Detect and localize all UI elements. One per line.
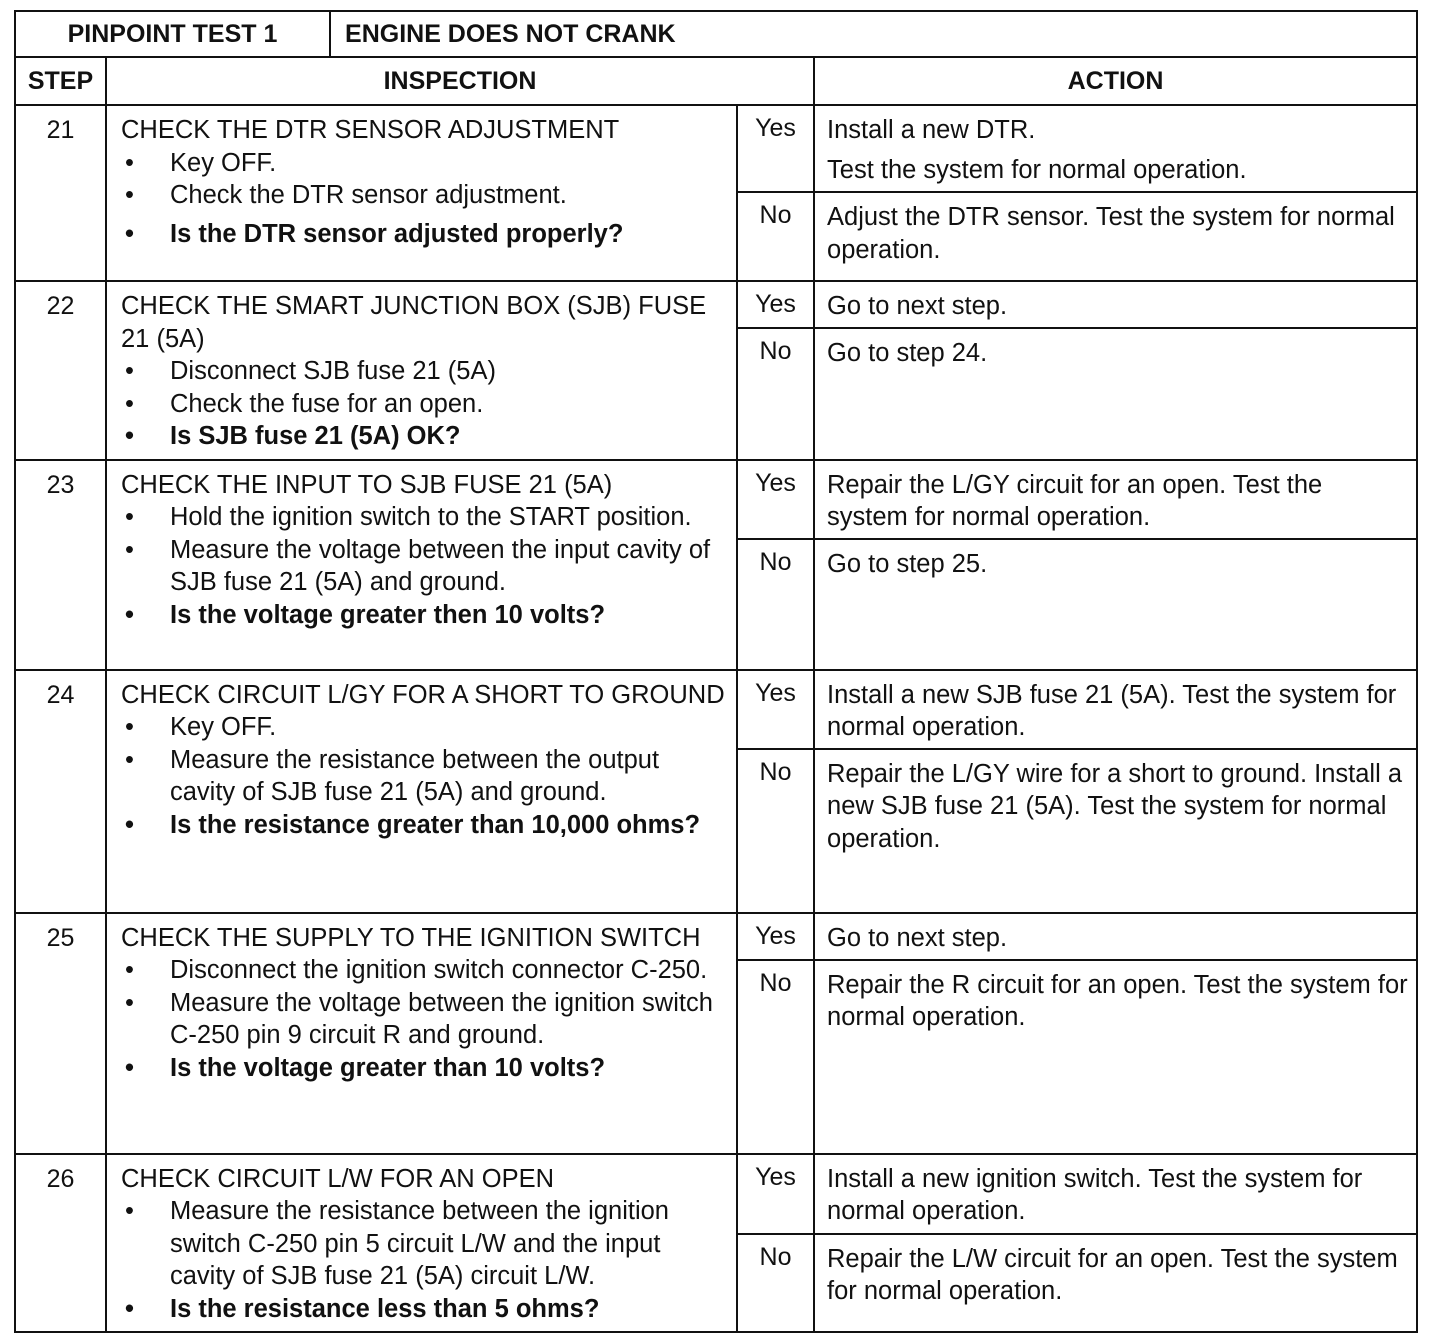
step-bullet: • Check the DTR sensor adjustment.	[121, 179, 726, 212]
yes-action: Repair the L/GY circuit for an open. Test the system for normal operation.	[814, 460, 1417, 539]
step-bullet: • Check the fuse for an open.	[121, 388, 726, 421]
step-question: • Is SJB fuse 21 (5A) OK?	[121, 420, 726, 453]
step-number: 26	[15, 1154, 106, 1333]
yes-label: Yes	[737, 105, 814, 192]
step-heading: CHECK THE INPUT TO SJB FUSE 21 (5A)	[121, 470, 613, 499]
step-bullet: • Measure the resistance between the output cavity of SJB fuse 21 (5A) and ground.	[121, 744, 726, 809]
step-question: • Is the resistance less than 5 ohms?	[121, 1293, 726, 1326]
step-question: • Is the resistance greater than 10,000 ohms?	[121, 809, 726, 842]
step-bullet: • Key OFF.	[121, 711, 726, 744]
no-label: No	[737, 1234, 814, 1332]
step-bullet-list	[121, 1195, 726, 1325]
step-row-yes	[15, 281, 1417, 328]
no-label: No	[737, 328, 814, 459]
step-bullet-list	[121, 355, 726, 453]
yes-action: Install a new ignition switch. Test the system for normal operation.	[814, 1154, 1417, 1234]
step-heading: CHECK THE DTR SENSOR ADJUSTMENT	[121, 116, 620, 144]
no-action: Adjust the DTR sensor. Test the system for normal operation.	[814, 192, 1417, 281]
step-bullet: • Key OFF.	[121, 147, 726, 180]
yes-label: Yes	[737, 670, 814, 749]
step-bullet: • Hold the ignition switch to the START position.	[121, 501, 726, 534]
step-number: 25	[15, 913, 106, 1154]
step-bullet-list	[121, 954, 726, 1084]
yes-action-line: Test the system for normal operation.	[827, 155, 1247, 184]
step-bullet: • Disconnect SJB fuse 21 (5A)	[121, 355, 726, 388]
step-heading: CHECK THE SMART JUNCTION BOX (SJB) FUSE 21 (5A)	[121, 292, 707, 353]
yes-action: Install a new SJB fuse 21 (5A). Test the system for normal operation.	[814, 670, 1417, 749]
yes-label: Yes	[737, 1154, 814, 1234]
pinpoint-test-table	[14, 10, 1418, 1333]
step-row-yes	[15, 913, 1417, 960]
no-label: No	[737, 749, 814, 913]
step-heading: CHECK THE SUPPLY TO THE IGNITION SWITCH	[121, 923, 701, 952]
step-bullet: • Measure the resistance between the ignition switch C-250 pin 5 circuit L/W and the input cavity of SJB fuse 21 (5A) circuit L/W.	[121, 1195, 726, 1293]
step-question: • Is the voltage greater then 10 volts?	[121, 599, 726, 632]
step-question: • Is the DTR sensor adjusted properly?	[121, 218, 726, 251]
no-label: No	[737, 960, 814, 1154]
pinpoint-test-sheet	[14, 10, 1416, 1333]
step-row-yes	[15, 460, 1417, 539]
step-row-yes	[15, 1154, 1417, 1234]
step-row-yes	[15, 670, 1417, 749]
no-action: Repair the L/W circuit for an open. Test the system for normal operation.	[814, 1234, 1417, 1332]
step-number: 23	[15, 460, 106, 670]
no-action: Repair the R circuit for an open. Test the system for normal operation.	[814, 960, 1417, 1154]
no-label: No	[737, 192, 814, 281]
title-row	[15, 11, 1417, 57]
inspection-column-header: INSPECTION	[106, 57, 814, 105]
yes-action-line: Install a new DTR.	[827, 116, 1036, 144]
step-bullet: • Measure the voltage between the input cavity of SJB fuse 21 (5A) and ground.	[121, 534, 726, 599]
step-row-yes	[15, 105, 1417, 192]
no-action: Go to step 24.	[814, 328, 1417, 459]
yes-label: Yes	[737, 281, 814, 328]
step-bullet-list	[121, 711, 726, 841]
step-column-header: STEP	[15, 57, 106, 105]
step-bullet-list	[121, 501, 726, 631]
step-number: 24	[15, 670, 106, 913]
yes-label: Yes	[737, 460, 814, 539]
test-label: PINPOINT TEST 1	[15, 11, 330, 57]
step-inspection	[106, 913, 737, 1154]
step-bullet-list	[121, 147, 726, 251]
step-inspection	[106, 670, 737, 913]
action-column-header: ACTION	[814, 57, 1417, 105]
no-action: Repair the L/GY wire for a short to ground. Install a new SJB fuse 21 (5A). Test the system for normal operation.	[814, 749, 1417, 913]
no-label: No	[737, 539, 814, 670]
yes-action	[814, 105, 1417, 192]
step-heading: CHECK CIRCUIT L/W FOR AN OPEN	[121, 1164, 555, 1193]
test-title: ENGINE DOES NOT CRANK	[330, 11, 1417, 57]
step-bullet: • Disconnect the ignition switch connector C-250.	[121, 954, 726, 987]
step-number: 21	[15, 105, 106, 281]
step-inspection	[106, 281, 737, 460]
step-bullet: • Measure the voltage between the ignition switch C-250 pin 9 circuit R and ground.	[121, 987, 726, 1052]
step-number: 22	[15, 281, 106, 460]
yes-action: Go to next step.	[814, 281, 1417, 328]
step-question: • Is the voltage greater than 10 volts?	[121, 1052, 726, 1085]
yes-label: Yes	[737, 913, 814, 960]
column-header-row	[15, 57, 1417, 105]
step-inspection	[106, 1154, 737, 1333]
step-inspection	[106, 105, 737, 281]
step-inspection	[106, 460, 737, 670]
yes-action: Go to next step.	[814, 913, 1417, 960]
no-action: Go to step 25.	[814, 539, 1417, 670]
step-heading: CHECK CIRCUIT L/GY FOR A SHORT TO GROUND	[121, 680, 725, 709]
